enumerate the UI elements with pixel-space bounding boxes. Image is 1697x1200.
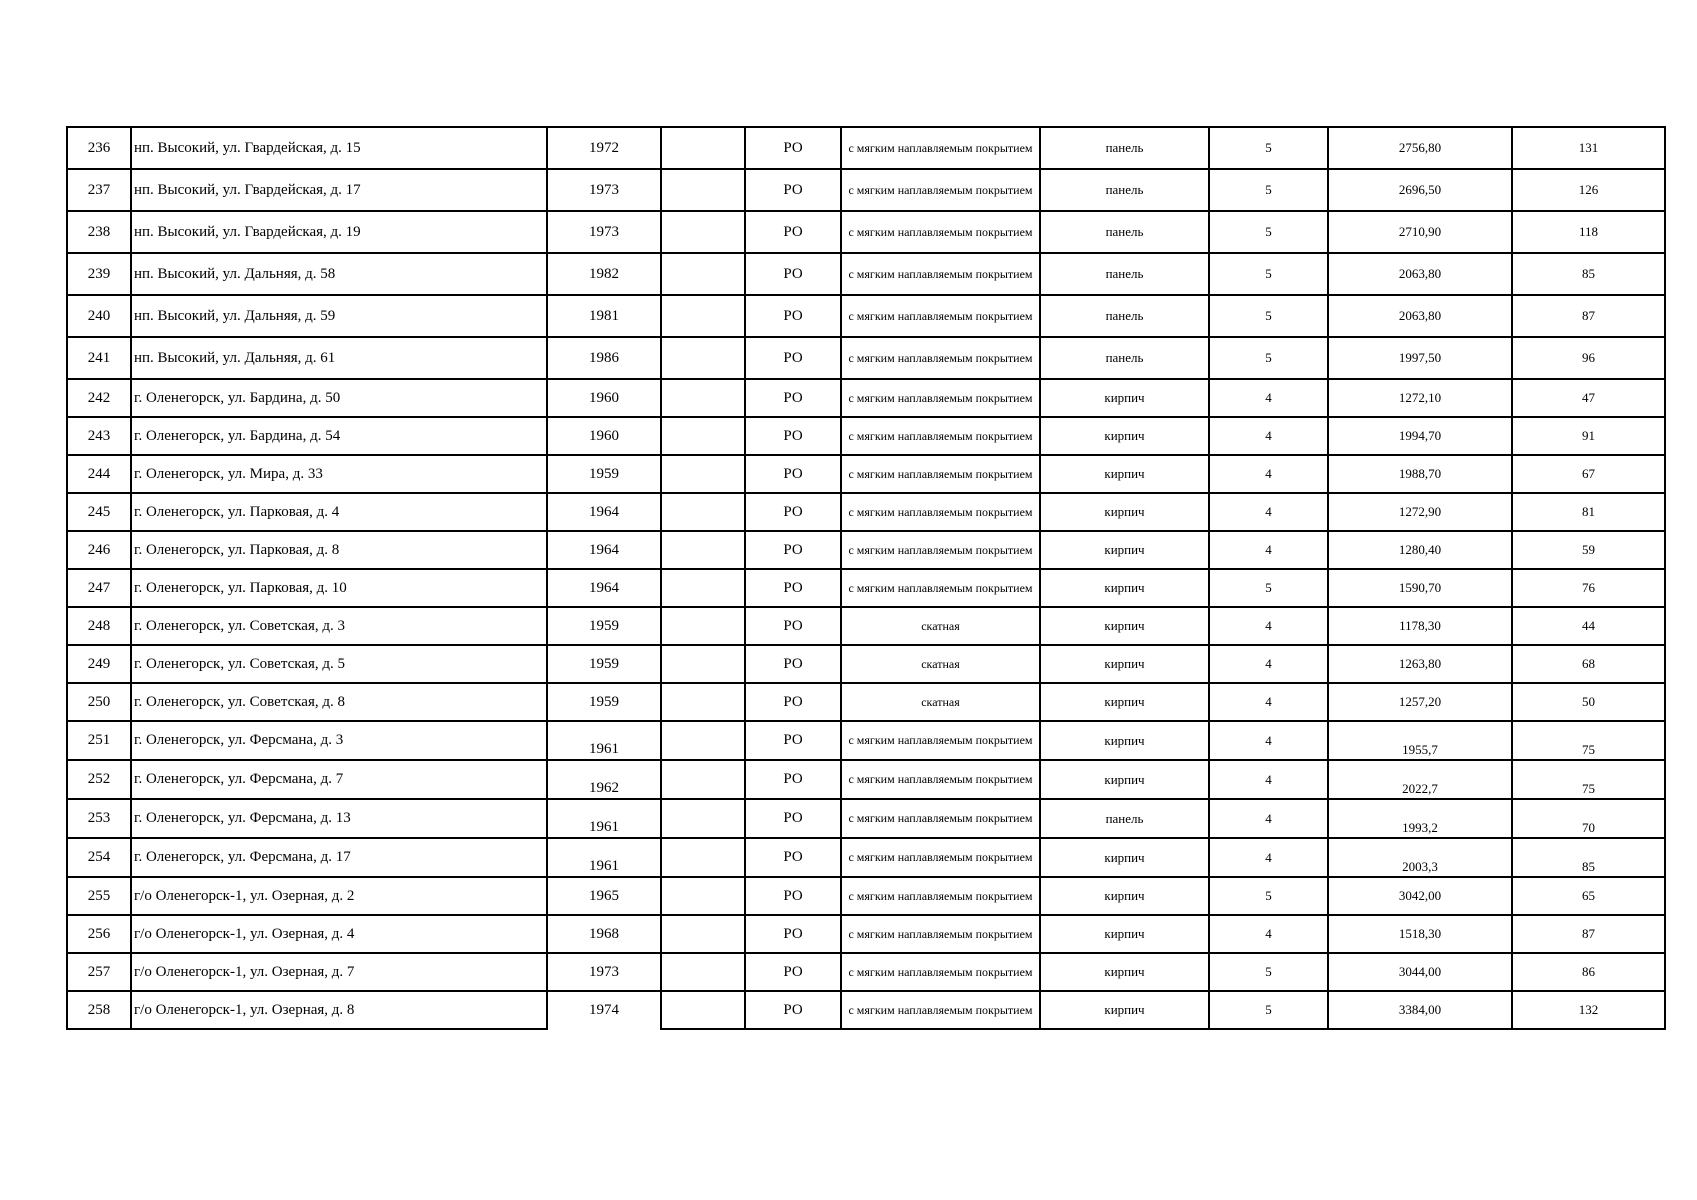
year-cell: 1964 [547, 569, 661, 607]
residents-cell: 75 [1512, 760, 1665, 799]
table-row [67, 915, 1665, 953]
residents-cell: 118 [1512, 211, 1665, 253]
roof-type-cell: с мягким наплавляемым покрытием [841, 953, 1040, 991]
empty-cell [661, 607, 745, 645]
wall-material-cell: панель [1040, 295, 1209, 337]
floors-cell: 4 [1209, 493, 1328, 531]
residents-cell: 75 [1512, 721, 1665, 760]
row-number-cell: 237 [67, 169, 131, 211]
address-cell: г. Оленегорск, ул. Советская, д. 3 [131, 607, 547, 645]
area-cell: 2022,7 [1328, 760, 1512, 799]
roof-type-cell: с мягким наплавляемым покрытием [841, 991, 1040, 1029]
empty-cell [661, 569, 745, 607]
wall-material-cell: кирпич [1040, 531, 1209, 569]
address-cell: г. Оленегорск, ул. Бардина, д. 50 [131, 379, 547, 417]
wall-material-cell: кирпич [1040, 607, 1209, 645]
address-cell: нп. Высокий, ул. Дальняя, д. 59 [131, 295, 547, 337]
year-cell: 1982 [547, 253, 661, 295]
residents-cell: 87 [1512, 915, 1665, 953]
roof-type-cell: скатная [841, 683, 1040, 721]
row-number-cell: 253 [67, 799, 131, 838]
floors-cell: 4 [1209, 838, 1328, 877]
year-cell: 1959 [547, 455, 661, 493]
wall-material-cell: кирпич [1040, 379, 1209, 417]
residents-cell: 96 [1512, 337, 1665, 379]
address-cell: г. Оленегорск, ул. Советская, д. 5 [131, 645, 547, 683]
table-body [67, 127, 1665, 1029]
table-row [67, 760, 1665, 799]
year-cell: 1973 [547, 953, 661, 991]
area-cell: 2696,50 [1328, 169, 1512, 211]
floors-cell: 5 [1209, 337, 1328, 379]
empty-cell [661, 295, 745, 337]
address-cell: г/о Оленегорск-1, ул. Озерная, д. 4 [131, 915, 547, 953]
empty-cell [661, 683, 745, 721]
floors-cell: 4 [1209, 531, 1328, 569]
floors-cell: 5 [1209, 169, 1328, 211]
table-row [67, 607, 1665, 645]
residents-cell: 65 [1512, 877, 1665, 915]
address-cell: г. Оленегорск, ул. Ферсмана, д. 13 [131, 799, 547, 838]
program-cell: РО [745, 607, 841, 645]
empty-cell [661, 211, 745, 253]
floors-cell: 4 [1209, 645, 1328, 683]
empty-cell [661, 169, 745, 211]
year-cell: 1964 [547, 531, 661, 569]
program-cell: РО [745, 455, 841, 493]
table-row [67, 169, 1665, 211]
wall-material-cell: кирпич [1040, 493, 1209, 531]
floors-cell: 4 [1209, 607, 1328, 645]
program-cell: РО [745, 877, 841, 915]
empty-cell [661, 337, 745, 379]
floors-cell: 4 [1209, 455, 1328, 493]
area-cell: 1178,30 [1328, 607, 1512, 645]
program-cell: РО [745, 169, 841, 211]
residents-cell: 68 [1512, 645, 1665, 683]
residents-cell: 47 [1512, 379, 1665, 417]
address-cell: г. Оленегорск, ул. Парковая, д. 8 [131, 531, 547, 569]
table-row [67, 417, 1665, 455]
wall-material-cell: панель [1040, 127, 1209, 169]
wall-material-cell: панель [1040, 337, 1209, 379]
roof-type-cell: с мягким наплавляемым покрытием [841, 455, 1040, 493]
year-cell: 1962 [547, 760, 661, 799]
area-cell: 3384,00 [1328, 991, 1512, 1029]
table-row [67, 877, 1665, 915]
floors-cell: 4 [1209, 683, 1328, 721]
row-number-cell: 257 [67, 953, 131, 991]
row-number-cell: 238 [67, 211, 131, 253]
program-cell: РО [745, 417, 841, 455]
table-row [67, 455, 1665, 493]
housing-register-table [66, 126, 1666, 1030]
wall-material-cell: кирпич [1040, 915, 1209, 953]
address-cell: нп. Высокий, ул. Дальняя, д. 61 [131, 337, 547, 379]
roof-type-cell: с мягким наплавляемым покрытием [841, 169, 1040, 211]
roof-type-cell: с мягким наплавляемым покрытием [841, 253, 1040, 295]
area-cell: 1272,90 [1328, 493, 1512, 531]
address-cell: г. Оленегорск, ул. Парковая, д. 10 [131, 569, 547, 607]
row-number-cell: 245 [67, 493, 131, 531]
empty-cell [661, 645, 745, 683]
year-cell: 1986 [547, 337, 661, 379]
area-cell: 1988,70 [1328, 455, 1512, 493]
residents-cell: 50 [1512, 683, 1665, 721]
wall-material-cell: кирпич [1040, 645, 1209, 683]
wall-material-cell: панель [1040, 169, 1209, 211]
year-cell: 1974 [547, 991, 661, 1029]
empty-cell [661, 877, 745, 915]
floors-cell: 4 [1209, 760, 1328, 799]
row-number-cell: 254 [67, 838, 131, 877]
program-cell: РО [745, 211, 841, 253]
row-number-cell: 258 [67, 991, 131, 1029]
row-number-cell: 243 [67, 417, 131, 455]
area-cell: 1518,30 [1328, 915, 1512, 953]
floors-cell: 5 [1209, 295, 1328, 337]
program-cell: РО [745, 991, 841, 1029]
program-cell: РО [745, 721, 841, 760]
row-number-cell: 241 [67, 337, 131, 379]
wall-material-cell: кирпич [1040, 953, 1209, 991]
table-row [67, 645, 1665, 683]
year-cell: 1960 [547, 417, 661, 455]
address-cell: нп. Высокий, ул. Гвардейская, д. 15 [131, 127, 547, 169]
area-cell: 2756,80 [1328, 127, 1512, 169]
year-cell: 1959 [547, 645, 661, 683]
wall-material-cell: кирпич [1040, 991, 1209, 1029]
program-cell: РО [745, 253, 841, 295]
program-cell: РО [745, 531, 841, 569]
empty-cell [661, 799, 745, 838]
wall-material-cell: панель [1040, 253, 1209, 295]
address-cell: г. Оленегорск, ул. Советская, д. 8 [131, 683, 547, 721]
residents-cell: 131 [1512, 127, 1665, 169]
year-cell: 1973 [547, 211, 661, 253]
table-row [67, 531, 1665, 569]
wall-material-cell: кирпич [1040, 683, 1209, 721]
address-cell: нп. Высокий, ул. Гвардейская, д. 17 [131, 169, 547, 211]
floors-cell: 4 [1209, 799, 1328, 838]
program-cell: РО [745, 915, 841, 953]
roof-type-cell: с мягким наплавляемым покрытием [841, 569, 1040, 607]
empty-cell [661, 915, 745, 953]
roof-type-cell: с мягким наплавляемым покрытием [841, 721, 1040, 760]
residents-cell: 87 [1512, 295, 1665, 337]
table-row [67, 493, 1665, 531]
floors-cell: 4 [1209, 915, 1328, 953]
table-row [67, 295, 1665, 337]
empty-cell [661, 417, 745, 455]
row-number-cell: 256 [67, 915, 131, 953]
program-cell: РО [745, 645, 841, 683]
year-cell: 1968 [547, 915, 661, 953]
address-cell: нп. Высокий, ул. Гвардейская, д. 19 [131, 211, 547, 253]
wall-material-cell: кирпич [1040, 417, 1209, 455]
area-cell: 2710,90 [1328, 211, 1512, 253]
roof-type-cell: с мягким наплавляемым покрытием [841, 531, 1040, 569]
table-row [67, 379, 1665, 417]
address-cell: г/о Оленегорск-1, ул. Озерная, д. 8 [131, 991, 547, 1029]
wall-material-cell: кирпич [1040, 877, 1209, 915]
year-cell: 1964 [547, 493, 661, 531]
address-cell: г. Оленегорск, ул. Ферсмана, д. 3 [131, 721, 547, 760]
area-cell: 1257,20 [1328, 683, 1512, 721]
year-cell: 1961 [547, 721, 661, 760]
table-row [67, 683, 1665, 721]
wall-material-cell: кирпич [1040, 455, 1209, 493]
wall-material-cell: панель [1040, 211, 1209, 253]
area-cell: 3042,00 [1328, 877, 1512, 915]
floors-cell: 5 [1209, 991, 1328, 1029]
area-cell: 1997,50 [1328, 337, 1512, 379]
area-cell: 2063,80 [1328, 253, 1512, 295]
residents-cell: 86 [1512, 953, 1665, 991]
area-cell: 1272,10 [1328, 379, 1512, 417]
table-row [67, 991, 1665, 1029]
row-number-cell: 255 [67, 877, 131, 915]
program-cell: РО [745, 799, 841, 838]
residents-cell: 44 [1512, 607, 1665, 645]
address-cell: нп. Высокий, ул. Дальняя, д. 58 [131, 253, 547, 295]
floors-cell: 5 [1209, 953, 1328, 991]
roof-type-cell: с мягким наплавляемым покрытием [841, 417, 1040, 455]
address-cell: г. Оленегорск, ул. Ферсмана, д. 17 [131, 838, 547, 877]
residents-cell: 81 [1512, 493, 1665, 531]
roof-type-cell: с мягким наплавляемым покрытием [841, 760, 1040, 799]
table-row [67, 253, 1665, 295]
floors-cell: 5 [1209, 127, 1328, 169]
floors-cell: 4 [1209, 379, 1328, 417]
roof-type-cell: с мягким наплавляемым покрытием [841, 838, 1040, 877]
empty-cell [661, 379, 745, 417]
address-cell: г/о Оленегорск-1, ул. Озерная, д. 7 [131, 953, 547, 991]
year-cell: 1961 [547, 799, 661, 838]
area-cell: 1994,70 [1328, 417, 1512, 455]
address-cell: г. Оленегорск, ул. Парковая, д. 4 [131, 493, 547, 531]
residents-cell: 91 [1512, 417, 1665, 455]
table-row [67, 569, 1665, 607]
program-cell: РО [745, 493, 841, 531]
year-cell: 1960 [547, 379, 661, 417]
roof-type-cell: с мягким наплавляемым покрытием [841, 379, 1040, 417]
table-row [67, 799, 1665, 838]
roof-type-cell: с мягким наплавляемым покрытием [841, 877, 1040, 915]
table-row [67, 953, 1665, 991]
year-cell: 1959 [547, 683, 661, 721]
area-cell: 1263,80 [1328, 645, 1512, 683]
address-cell: г/о Оленегорск-1, ул. Озерная, д. 2 [131, 877, 547, 915]
area-cell: 1590,70 [1328, 569, 1512, 607]
wall-material-cell: кирпич [1040, 721, 1209, 760]
residents-cell: 67 [1512, 455, 1665, 493]
area-cell: 1955,7 [1328, 721, 1512, 760]
year-cell: 1959 [547, 607, 661, 645]
wall-material-cell: кирпич [1040, 760, 1209, 799]
row-number-cell: 247 [67, 569, 131, 607]
empty-cell [661, 455, 745, 493]
year-cell: 1961 [547, 838, 661, 877]
address-cell: г. Оленегорск, ул. Мира, д. 33 [131, 455, 547, 493]
row-number-cell: 251 [67, 721, 131, 760]
residents-cell: 70 [1512, 799, 1665, 838]
table-row [67, 838, 1665, 877]
program-cell: РО [745, 127, 841, 169]
wall-material-cell: кирпич [1040, 838, 1209, 877]
empty-cell [661, 953, 745, 991]
residents-cell: 85 [1512, 838, 1665, 877]
residents-cell: 126 [1512, 169, 1665, 211]
row-number-cell: 236 [67, 127, 131, 169]
roof-type-cell: с мягким наплавляемым покрытием [841, 337, 1040, 379]
area-cell: 1280,40 [1328, 531, 1512, 569]
empty-cell [661, 127, 745, 169]
floors-cell: 5 [1209, 211, 1328, 253]
residents-cell: 59 [1512, 531, 1665, 569]
roof-type-cell: с мягким наплавляемым покрытием [841, 915, 1040, 953]
table-row [67, 337, 1665, 379]
roof-type-cell: с мягким наплавляемым покрытием [841, 493, 1040, 531]
empty-cell [661, 493, 745, 531]
row-number-cell: 240 [67, 295, 131, 337]
row-number-cell: 239 [67, 253, 131, 295]
empty-cell [661, 838, 745, 877]
year-cell: 1973 [547, 169, 661, 211]
program-cell: РО [745, 295, 841, 337]
row-number-cell: 249 [67, 645, 131, 683]
program-cell: РО [745, 379, 841, 417]
row-number-cell: 242 [67, 379, 131, 417]
program-cell: РО [745, 569, 841, 607]
empty-cell [661, 721, 745, 760]
program-cell: РО [745, 838, 841, 877]
roof-type-cell: скатная [841, 607, 1040, 645]
roof-type-cell: с мягким наплавляемым покрытием [841, 211, 1040, 253]
wall-material-cell: панель [1040, 799, 1209, 838]
table-row [67, 127, 1665, 169]
program-cell: РО [745, 683, 841, 721]
program-cell: РО [745, 953, 841, 991]
residents-cell: 76 [1512, 569, 1665, 607]
row-number-cell: 250 [67, 683, 131, 721]
year-cell: 1981 [547, 295, 661, 337]
residents-cell: 132 [1512, 991, 1665, 1029]
wall-material-cell: кирпич [1040, 569, 1209, 607]
floors-cell: 4 [1209, 721, 1328, 760]
area-cell: 2063,80 [1328, 295, 1512, 337]
area-cell: 2003,3 [1328, 838, 1512, 877]
row-number-cell: 252 [67, 760, 131, 799]
row-number-cell: 248 [67, 607, 131, 645]
roof-type-cell: с мягким наплавляемым покрытием [841, 799, 1040, 838]
floors-cell: 5 [1209, 253, 1328, 295]
address-cell: г. Оленегорск, ул. Бардина, д. 54 [131, 417, 547, 455]
row-number-cell: 246 [67, 531, 131, 569]
year-cell: 1972 [547, 127, 661, 169]
table-row [67, 211, 1665, 253]
roof-type-cell: с мягким наплавляемым покрытием [841, 295, 1040, 337]
floors-cell: 5 [1209, 569, 1328, 607]
table-row [67, 721, 1665, 760]
residents-cell: 85 [1512, 253, 1665, 295]
floors-cell: 4 [1209, 417, 1328, 455]
empty-cell [661, 991, 745, 1029]
program-cell: РО [745, 760, 841, 799]
floors-cell: 5 [1209, 877, 1328, 915]
roof-type-cell: скатная [841, 645, 1040, 683]
empty-cell [661, 253, 745, 295]
area-cell: 3044,00 [1328, 953, 1512, 991]
year-cell: 1965 [547, 877, 661, 915]
program-cell: РО [745, 337, 841, 379]
empty-cell [661, 760, 745, 799]
roof-type-cell: с мягким наплавляемым покрытием [841, 127, 1040, 169]
area-cell: 1993,2 [1328, 799, 1512, 838]
address-cell: г. Оленегорск, ул. Ферсмана, д. 7 [131, 760, 547, 799]
row-number-cell: 244 [67, 455, 131, 493]
empty-cell [661, 531, 745, 569]
